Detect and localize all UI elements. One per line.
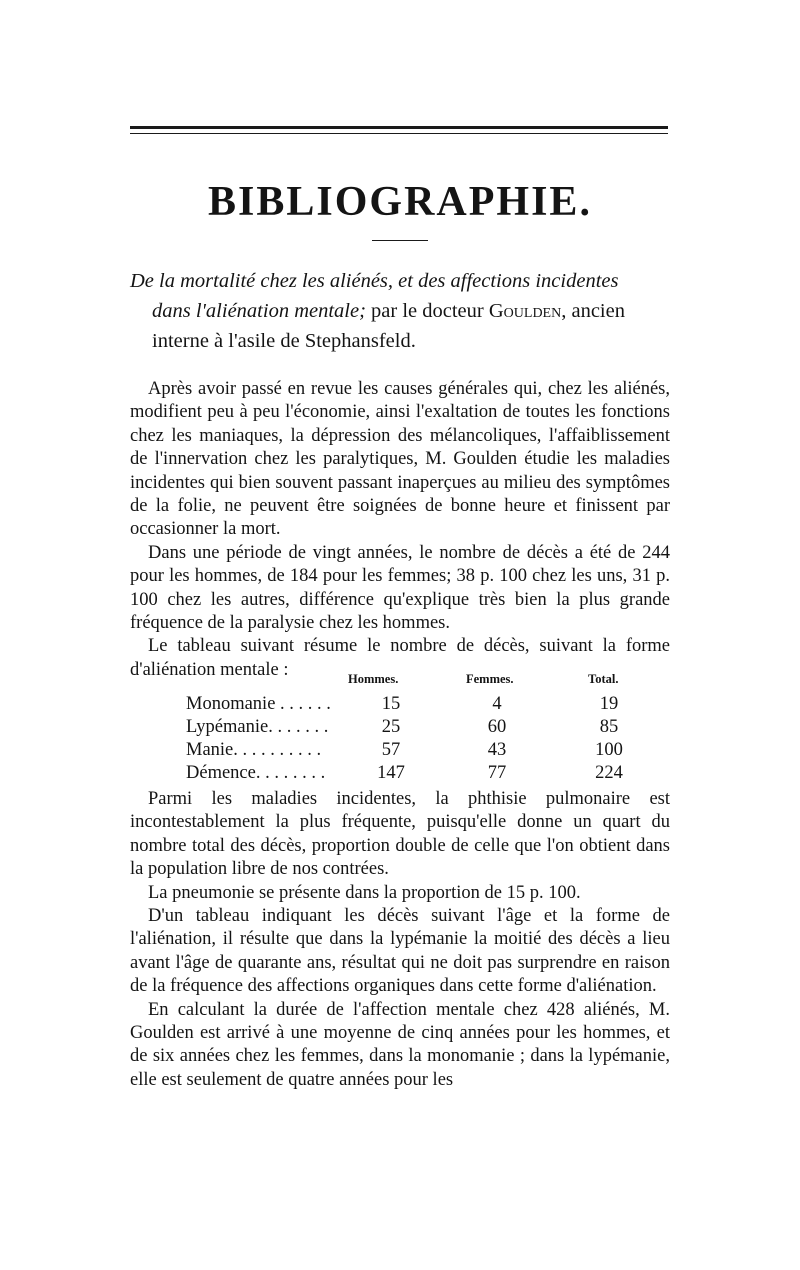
cell-femmes: 60 — [487, 717, 507, 737]
row-label: Démence. . . . . . . . — [186, 763, 326, 783]
paragraph: La pneumonie se présente dans la proportion de 15 p. 100. — [148, 882, 581, 903]
paragraph: En calculant la durée de l'affection mentale chez 428 aliénés, M. Goulden est arrivé à une moyenne de cinq années pour les hommes, et de six années chez les femmes, dans la monomanie ; dans la lypémanie, elle est seulement de quatre années pour les — [130, 999, 670, 1090]
table-row — [130, 694, 670, 717]
mortality-table — [130, 672, 670, 786]
cell-total: 85 — [599, 717, 619, 737]
paragraph: D'un tableau indiquant les décès suivant l'âge et la forme de l'aliénation, il résulte que dans la lypémanie la moitié des décès a lieu avant l'âge de quarante ans, résultat qui ne doit pas surprendre en raison de la fréquence des affections organiques dans cette forme d'aliénation. — [130, 906, 670, 997]
section-heading: BIBLIOGRAPHIE. — [208, 179, 592, 225]
reference-title-line1: De la mortalité chez les aliénés, et des affections incidentes — [130, 270, 619, 292]
body-before-table — [130, 378, 670, 682]
table-row — [130, 717, 670, 740]
cell-hommes: 15 — [381, 694, 401, 714]
cell-femmes: 43 — [487, 740, 507, 760]
paragraph: Après avoir passé en revue les causes générales qui, chez les aliénés, modifient peu à peu l'économie, ainsi l'exaltation de toutes les fonctions chez les maniaques, la dépression des mélancoliques, l'affaiblissement de l'innervation chez les paralytiques, M. Goulden étudie les maladies incidentes qui bien souvent passant inaperçues au milieu des symptômes de la folie, ne peuvent être soignées de bonne heure et finissent par occasionner la mort. — [130, 379, 670, 540]
cell-hommes: 25 — [381, 717, 401, 737]
paragraph: Dans une période de vingt années, le nombre de décès a été de 244 pour les hommes, de 184 pour les femmes; 38 p. 100 chez les uns, 31 p. 100 chez les autres, différence qu'explique très bien la plus grande fréquence de la paralysie chez les hommes. — [130, 542, 670, 634]
table-row — [130, 740, 670, 763]
cell-total: 224 — [595, 763, 623, 783]
body-after-table — [130, 788, 670, 1092]
table-header — [130, 672, 670, 694]
heading-divider — [372, 240, 428, 241]
bibliographic-reference — [130, 266, 670, 356]
table-row — [130, 763, 670, 786]
paragraph: Le tableau suivant résume le nombre de décès, suivant la forme d'aliénation mentale : — [130, 636, 670, 680]
header-hommes: Hommes. — [348, 672, 399, 686]
row-label: Monomanie . . . . . . — [186, 694, 331, 714]
cell-total: 100 — [595, 740, 623, 760]
reference-affiliation-1: , ancien — [561, 300, 625, 322]
header-total: Total. — [588, 672, 619, 686]
row-label: Lypémanie. . . . . . . — [186, 717, 329, 737]
cell-femmes: 4 — [492, 694, 502, 714]
reference-title-line2: dans l'aliénation mentale; — [152, 300, 366, 322]
reference-affiliation-2: interne à l'asile de Stephansfeld. — [152, 330, 416, 352]
top-rule-thick — [130, 126, 668, 129]
header-femmes: Femmes. — [466, 672, 514, 686]
row-label: Manie. . . . . . . . . . — [186, 740, 322, 760]
reference-author: Goulden — [488, 300, 562, 322]
top-rule-thin — [130, 133, 668, 134]
paragraph: Parmi les maladies incidentes, la phthisie pulmonaire est incontestablement la plus fréquente, puisqu'elle donne un quart du nombre total des décès, proportion double de celle que l'on obtient dans la population libre de nos contrées. — [130, 789, 670, 880]
reference-by: par le docteur — [365, 300, 489, 322]
cell-hommes: 57 — [381, 740, 401, 760]
cell-hommes: 147 — [377, 763, 405, 783]
cell-total: 19 — [599, 694, 619, 714]
cell-femmes: 77 — [487, 763, 507, 783]
